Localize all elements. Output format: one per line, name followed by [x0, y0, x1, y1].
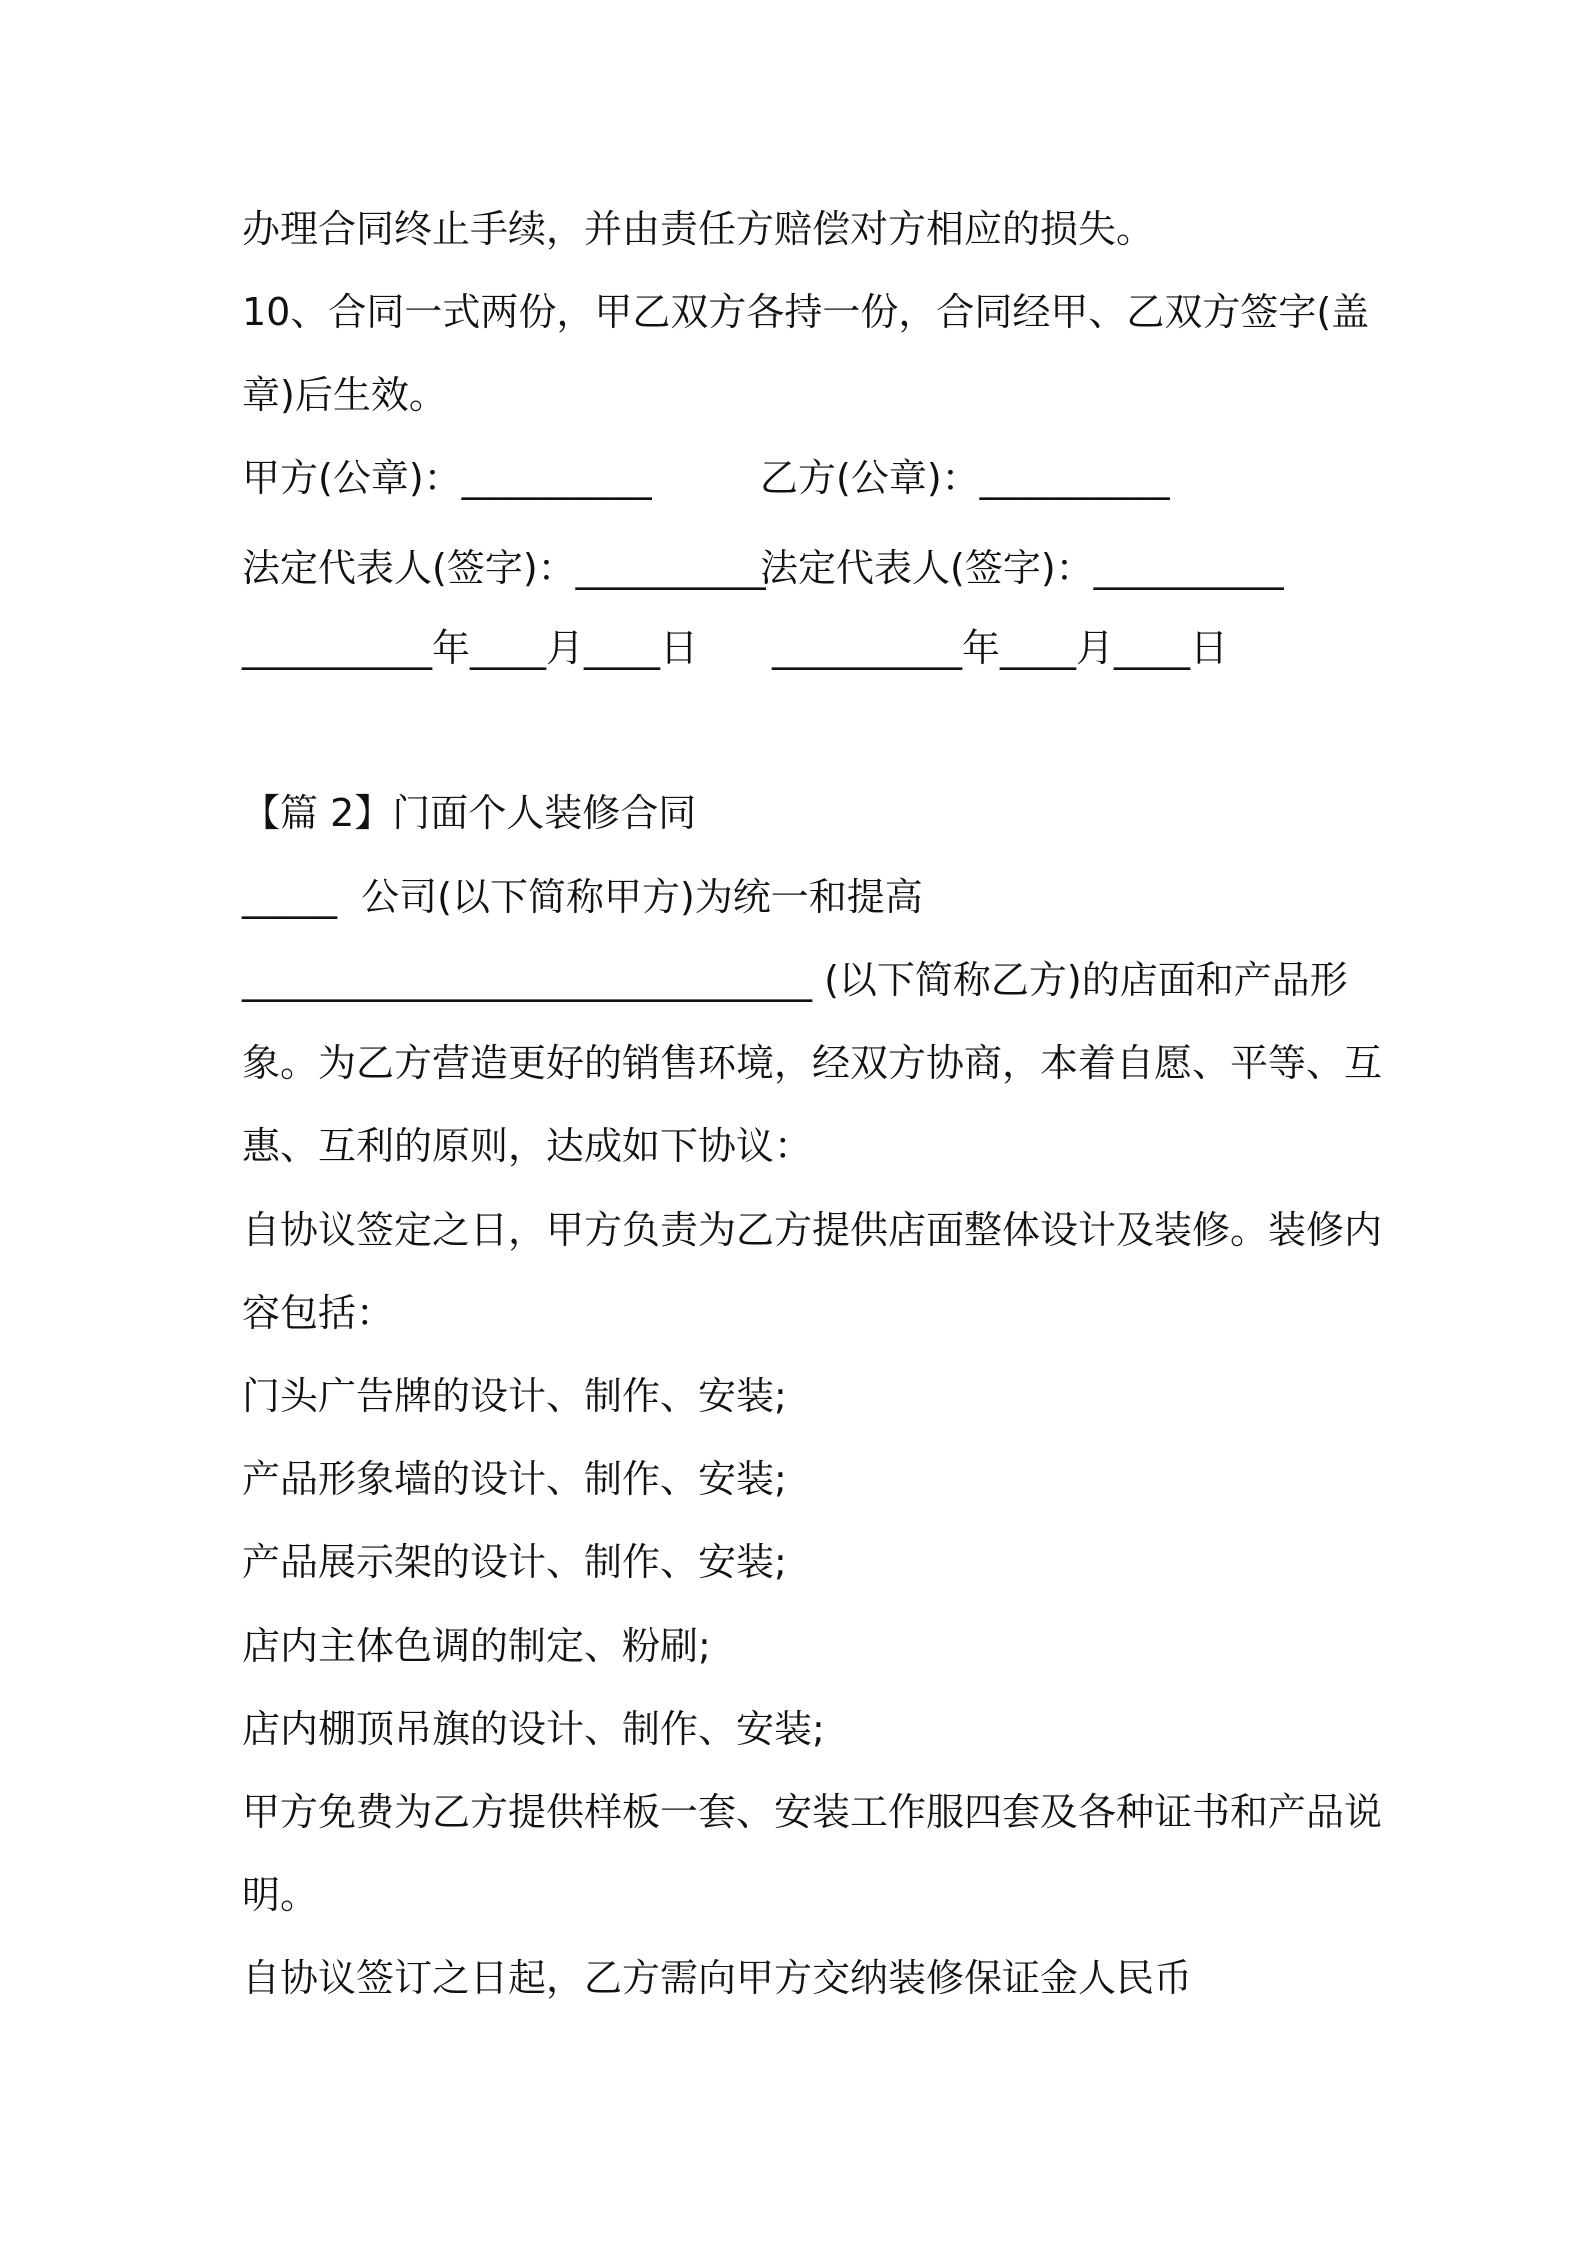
paragraph-line: ______________________________ (以下简称乙方)的店面和产品形: [242, 958, 1348, 1002]
list-item: 店内棚顶吊旗的设计、制作、安装;: [242, 1707, 825, 1751]
paragraph-line: 自协议签订之日起，乙方需向甲方交纳装修保证金人民币: [242, 1956, 1193, 2000]
party-b-seal-line: 乙方(公章)：__________: [760, 456, 1170, 500]
paragraph-line: _____ 公司(以下简称甲方)为统一和提高: [242, 875, 923, 919]
list-item: 产品形象墙的设计、制作、安装;: [242, 1457, 787, 1501]
paragraph-line: 10、合同一式两份，甲乙双方各持一份，合同经甲、乙双方签字(盖: [242, 290, 1370, 334]
section-title: 【篇 2】门面个人装修合同: [242, 791, 697, 835]
list-item: 店内主体色调的制定、粉刷;: [242, 1624, 711, 1668]
paragraph-line: 惠、互利的原则，达成如下协议：: [242, 1124, 813, 1168]
paragraph-line: 象。为乙方营造更好的销售环境，经双方协商，本着自愿、平等、互: [242, 1041, 1383, 1085]
party-b-date-line: __________年____月____日: [772, 626, 1229, 670]
paragraph-line: 章)后生效。: [242, 373, 447, 417]
party-a-date-line: __________年____月____日: [242, 626, 699, 670]
list-item: 产品展示架的设计、制作、安装;: [242, 1540, 787, 1584]
party-a-seal-line: 甲方(公章)：__________: [242, 456, 652, 500]
paragraph-line: 自协议签定之日，甲方负责为乙方提供店面整体设计及装修。装修内: [242, 1208, 1383, 1252]
list-item: 门头广告牌的设计、制作、安装;: [242, 1374, 787, 1418]
party-a-representative-line: 法定代表人(签字)：__________: [242, 546, 766, 590]
paragraph-line: 办理合同终止手续，并由责任方赔偿对方相应的损失。: [242, 207, 1155, 251]
paragraph-line: 甲方免费为乙方提供样板一套、安装工作服四套及各种证书和产品说: [242, 1790, 1383, 1834]
paragraph-line: 明。: [242, 1873, 319, 1917]
paragraph-line: 容包括：: [242, 1291, 395, 1335]
party-b-representative-line: 法定代表人(签字)：__________: [760, 546, 1284, 590]
